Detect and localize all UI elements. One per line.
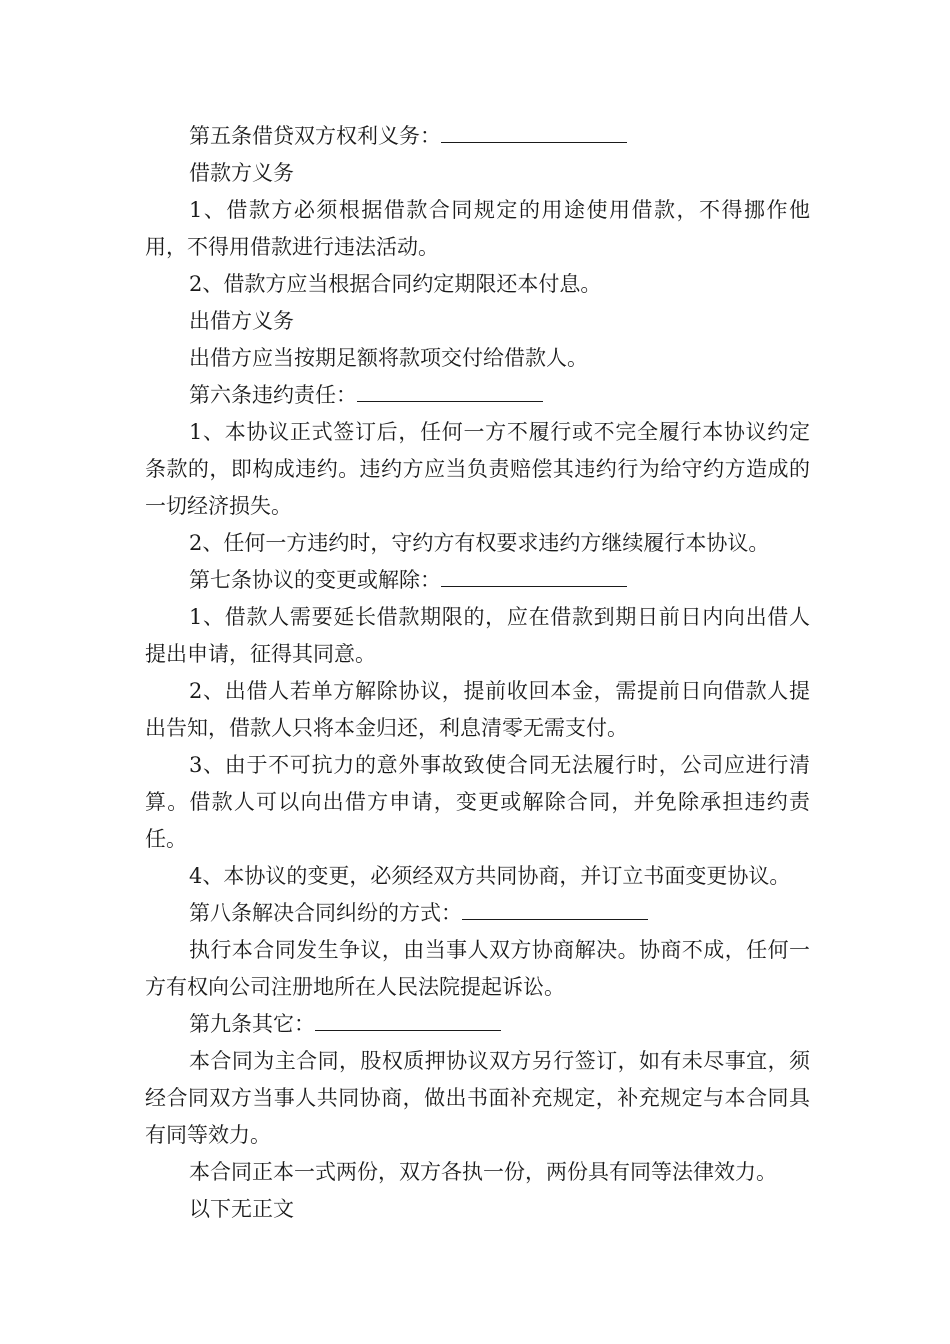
fill-in-blank [462,901,648,920]
article-heading [145,562,810,599]
paragraph-text: 第八条解决合同纠纷的方式： [189,901,462,925]
fill-in-blank [357,383,543,402]
article-heading [145,377,810,414]
paragraph-text: 4、本协议的变更，必须经双方共同协商，并订立书面变更协议。 [189,864,791,888]
paragraph-text: 借款方义务 [189,161,294,185]
document-body [145,118,810,1228]
paragraph [145,858,810,895]
paragraph-text: 第九条其它： [189,1012,315,1036]
paragraph-text: 1、借款人需要延长借款期限的，应在借款到期日前日内向出借人提出申请，征得其同意。 [145,605,810,666]
paragraph [145,932,810,1006]
paragraph-text: 1、借款方必须根据借款合同规定的用途使用借款，不得挪作他用，不得用借款进行违法活动。 [145,198,810,259]
article-heading [145,118,810,155]
paragraph [145,266,810,303]
paragraph-text: 第七条协议的变更或解除： [189,568,441,592]
paragraph [145,599,810,673]
paragraph-text: 第六条违约责任： [189,383,357,407]
paragraph [145,525,810,562]
paragraph-text: 3、由于不可抗力的意外事故致使合同无法履行时，公司应进行清算。借款人可以向出借方申请，变更或解除合同，并免除承担违约责任。 [145,753,810,851]
paragraph [145,414,810,525]
paragraph-text: 以下无正文 [189,1197,294,1221]
paragraph-text: 出借方义务 [189,309,294,333]
paragraph [145,673,810,747]
paragraph [145,155,810,192]
paragraph [145,1191,810,1228]
paragraph-text: 2、出借人若单方解除协议，提前收回本金，需提前日向借款人提出告知，借款人只将本金归还，利息清零无需支付。 [145,679,810,740]
paragraph-text: 本合同为主合同，股权质押协议双方另行签订，如有未尽事宜，须经合同双方当事人共同协商，做出书面补充规定，补充规定与本合同具有同等效力。 [145,1049,810,1147]
paragraph-text: 2、借款方应当根据合同约定期限还本付息。 [189,272,602,296]
fill-in-blank [441,124,627,143]
paragraph-text: 第五条借贷双方权利义务： [189,124,441,148]
paragraph-text: 执行本合同发生争议，由当事人双方协商解决。协商不成，任何一方有权向公司注册地所在人民法院提起诉讼。 [145,938,810,999]
paragraph [145,1043,810,1154]
fill-in-blank [315,1012,501,1031]
paragraph-text: 1、本协议正式签订后，任何一方不履行或不完全履行本协议约定条款的，即构成违约。违约方应当负责赔偿其违约行为给守约方造成的一切经济损失。 [145,420,810,518]
fill-in-blank [441,568,627,587]
paragraph-text: 2、任何一方违约时，守约方有权要求违约方继续履行本协议。 [189,531,770,555]
paragraph [145,192,810,266]
paragraph [145,340,810,377]
paragraph-text: 本合同正本一式两份，双方各执一份，两份具有同等法律效力。 [189,1160,777,1184]
article-heading [145,895,810,932]
paragraph [145,1154,810,1191]
paragraph-text: 出借方应当按期足额将款项交付给借款人。 [189,346,588,370]
article-heading [145,1006,810,1043]
paragraph [145,303,810,340]
paragraph [145,747,810,858]
